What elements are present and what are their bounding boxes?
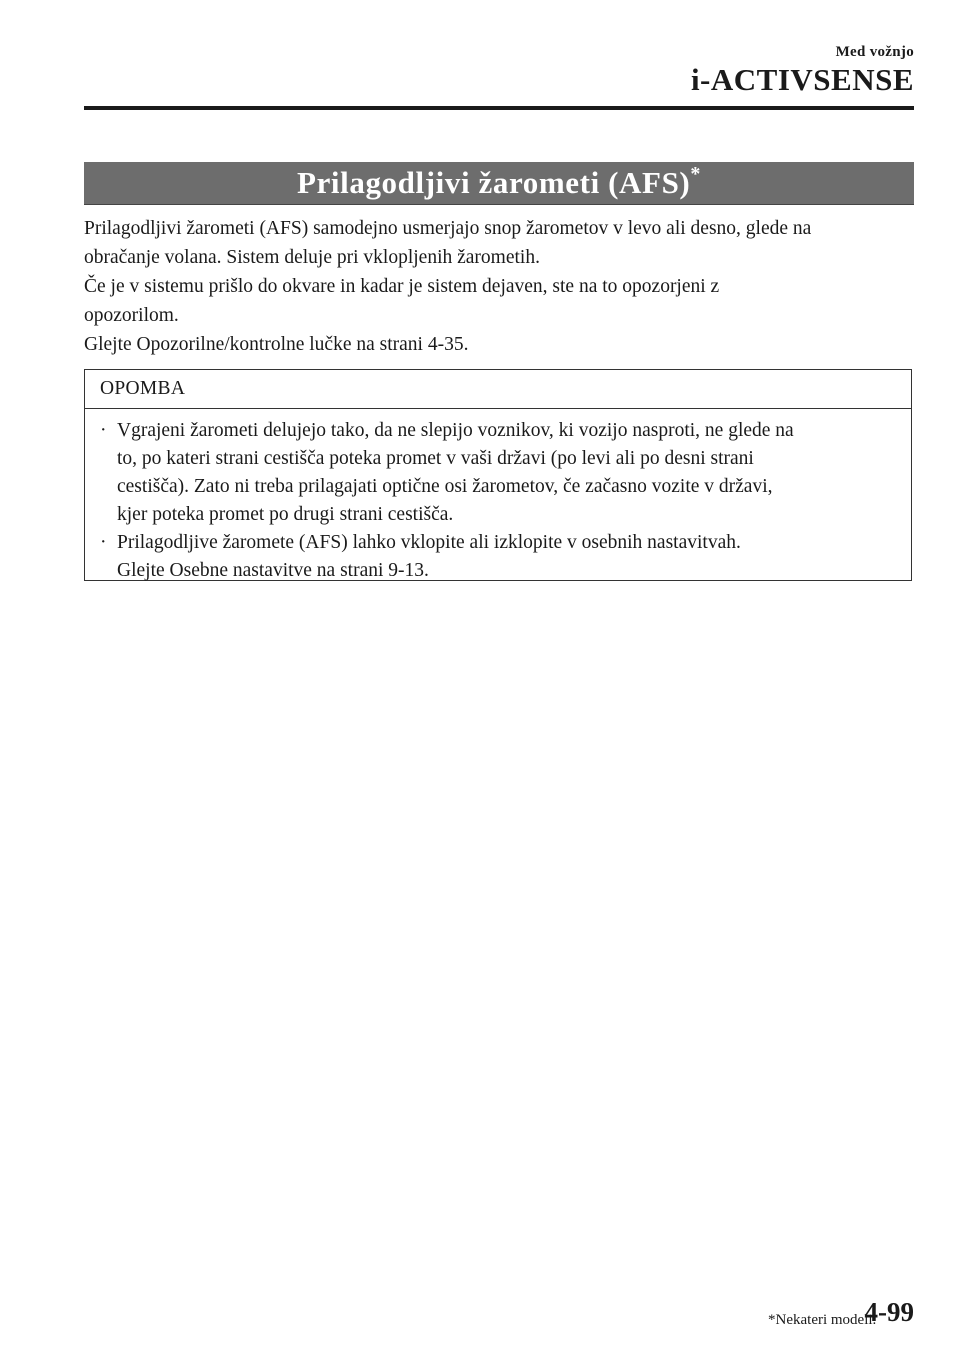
section-title: i-ACTIVSENSE (690, 62, 914, 97)
intro-text (84, 214, 920, 359)
footer-footnote: *Nekateri modeli. (768, 1312, 877, 1328)
bullet-icon: · (100, 420, 107, 441)
note-heading: OPOMBA (85, 370, 911, 409)
note-line: cestišča). Zato ni treba prilagajati optične osi žarometov, če začasno vozite v državi, (117, 476, 773, 497)
note-line: Vgrajeni žarometi delujejo tako, da ne slepijo voznikov, ki vozijo nasproti, ne glede na (117, 420, 794, 441)
intro-line: Prilagodljivi žarometi (AFS) samodejno usmerjajo snop žarometov v levo ali desno, glede na (84, 218, 812, 239)
note-cross-reference: Glejte Osebne nastavitve na strani 9-13. (117, 560, 429, 581)
intro-line: Če je v sistemu prišlo do okvare in kadar je sistem dejaven, ste na to opozorjeni z (84, 276, 720, 297)
header-divider (84, 106, 914, 110)
note-line: kjer poteka promet po drugi strani cestišča. (117, 504, 454, 525)
intro-cross-reference: Glejte Opozorilne/kontrolne lučke na strani 4-35. (84, 334, 469, 355)
note-box (84, 369, 912, 581)
note-list (85, 409, 911, 585)
note-line: to, po kateri strani cestišča poteka promet v vaši državi (po levi ali po desni strani (117, 448, 754, 469)
page-title-bar (84, 162, 914, 205)
note-item (100, 417, 897, 529)
chapter-title: Med vožnjo (835, 44, 914, 60)
optional-feature-marker: * (690, 162, 701, 185)
bullet-icon: · (100, 532, 107, 553)
note-item (100, 529, 897, 585)
intro-line: opozorilom. (84, 305, 179, 326)
note-line: Prilagodljive žaromete (AFS) lahko vklopite ali izklopite v osebnih nastavitvah. (117, 532, 741, 553)
page-number: 4-99 (864, 1297, 914, 1327)
intro-line: obračanje volana. Sistem deluje pri vklopljenih žarometih. (84, 247, 540, 268)
page-title: Prilagodljivi žarometi (AFS) (297, 165, 691, 200)
